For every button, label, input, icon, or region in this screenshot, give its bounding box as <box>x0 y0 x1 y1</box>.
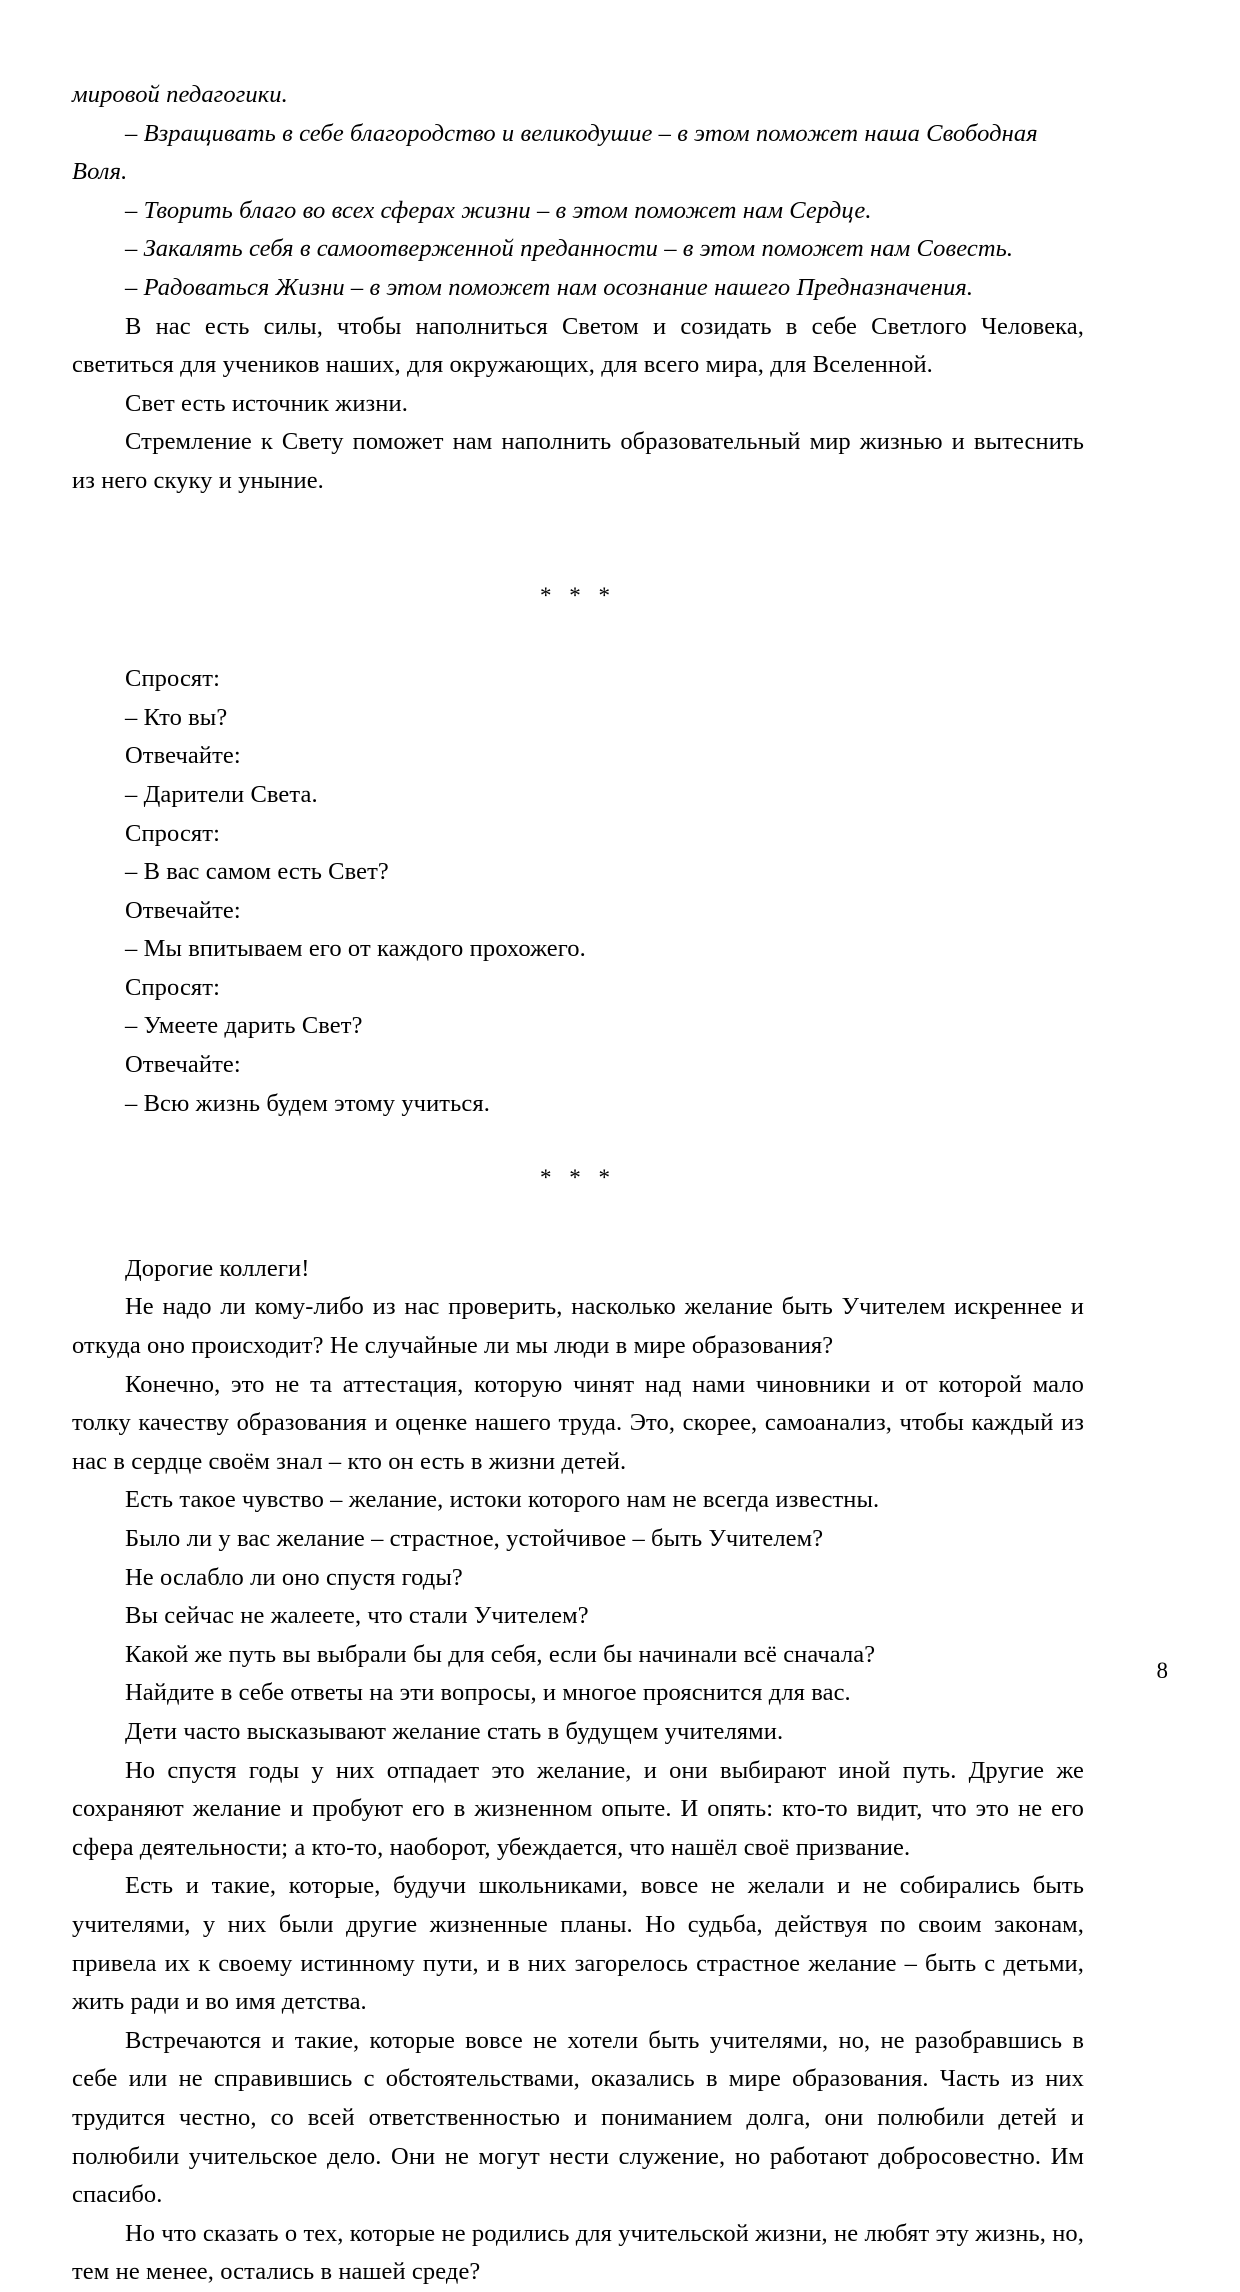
paragraph-years-later: Но спустя годы у них отпадает это желание, и они выбирают иной путь. Другие же сохраняют желание и пробуют его в жизненном опыте. И опять: кто-то видит, что это не его сфера деятельности; а кто-то, наоборот, убеждается, что нашёл своё призвание. <box>72 1756 1084 1861</box>
dialogue-line: Спросят: <box>125 819 221 847</box>
dialogue-line: Спросят: <box>125 665 221 693</box>
question-line: Не ослабло ли оно спустя годы? <box>125 1563 463 1591</box>
salutation: Дорогие коллеги! <box>125 1254 310 1282</box>
paragraph-light-source: Свет есть источник жизни. <box>125 389 408 417</box>
dialogue-line: – Мы впитываем его от каждого прохожего. <box>125 935 586 963</box>
paragraph-schoolchildren: Есть и такие, которые, будучи школьниками, вовсе не желали и не собирались быть учителями, у них были другие жизненные планы. Но судьба, действуя по своим законам, привела их к своему истинному пути, и в них загорелось страстное желание – быть с детьми, жить ради и во имя детства. <box>72 1872 1084 2016</box>
section-separator-2: * * * <box>540 1165 616 1191</box>
dialogue-line: Спросят: <box>125 973 221 1001</box>
paragraph-aspiration: Стремление к Свету поможет нам наполнить образовательный мир жизнью и вытеснить из него скуку и уныние. <box>72 428 1084 494</box>
question-line: Какой же путь вы выбрали бы для себя, если бы начинали всё сначала? <box>125 1640 876 1668</box>
dialogue-line: Отвечайте: <box>125 742 241 770</box>
spacer <box>72 501 1084 535</box>
italic-item-2: – Творить благо во всех сферах жизни – в этом поможет нам Сердце. <box>125 196 872 224</box>
spacer <box>72 1123 1084 1159</box>
section-separator-1: * * * <box>540 582 616 608</box>
dialogue-block <box>72 660 1084 1123</box>
paragraph-light-forces: В нас есть силы, чтобы наполниться Светом и созидать в себе Светлого Человека, светиться для учеников наших, для окружающих, для всего мира, для Вселенной. <box>72 312 1084 379</box>
page-content <box>72 76 1084 2292</box>
dialogue-line: Отвечайте: <box>125 1051 241 1079</box>
dialogue-line: – Дарители Света. <box>125 780 318 808</box>
spacer <box>72 1198 1084 1250</box>
paragraph-attestation: Конечно, это не та аттестация, которую чинят над нами чиновники и от которой мало толку качеству образования и оценке нашего труда. Это, скорее, самоанализ, чтобы каждый из нас в сердце своём знал – кто он есть в жизни детей. <box>72 1370 1084 1475</box>
paragraph-sincerity: Не надо ли кому-либо из нас проверить, насколько желание быть Учителем искреннее и откуда оно происходит? Не случайные ли мы люди в мире образования? <box>72 1293 1084 1360</box>
question-list <box>72 1481 1084 1751</box>
italic-item-1: – Взращивать в себе благородство и великодушие – в этом поможет наша Свободная Воля. <box>72 119 1038 186</box>
paragraph-unwilling-teachers: Встречаются и такие, которые вовсе не хотели быть учителями, но, не разобравшись в себе или не справившись с обстоятельствами, оказались в мире образования. Часть из них трудится честно, со всей ответственностью и пониманием долга, они полюбили детей и полюбили учительское дело. Они не могут нести служение, но работают добросовестно. Им спасибо. <box>72 2026 1084 2209</box>
paragraph-final-question: Но что сказать о тех, которые не родились для учительской жизни, не любят эту жизнь, но, тем не менее, остались в нашей среде? <box>72 2219 1084 2286</box>
italic-item-3: – Закалять себя в самоотверженной преданности – в этом поможет нам Совесть. <box>125 235 1014 263</box>
question-line: Найдите в себе ответы на эти вопросы, и многое прояснится для вас. <box>125 1679 851 1707</box>
continuation-line: мировой педагогики. <box>72 81 288 108</box>
italic-item-4: – Радоваться Жизни – в этом поможет нам осознание нашего Предназначения. <box>125 273 974 301</box>
page-number: 8 <box>1156 1658 1168 1683</box>
dialogue-line: – Кто вы? <box>125 703 228 731</box>
question-line: Дети часто высказывают желание стать в будущем учителями. <box>125 1717 784 1745</box>
question-line: Вы сейчас не жалеете, что стали Учителем? <box>125 1602 589 1630</box>
dialogue-line: – В вас самом есть Свет? <box>125 858 389 886</box>
dialogue-line: Отвечайте: <box>125 896 241 924</box>
dialogue-line: – Умеете дарить Свет? <box>125 1012 363 1040</box>
question-line: Есть такое чувство – желание, истоки которого нам не всегда известны. <box>125 1486 880 1514</box>
question-line: Было ли у вас желание – страстное, устойчивое – быть Учителем? <box>125 1525 824 1552</box>
dialogue-line: – Всю жизнь будем этому учиться. <box>125 1089 490 1117</box>
